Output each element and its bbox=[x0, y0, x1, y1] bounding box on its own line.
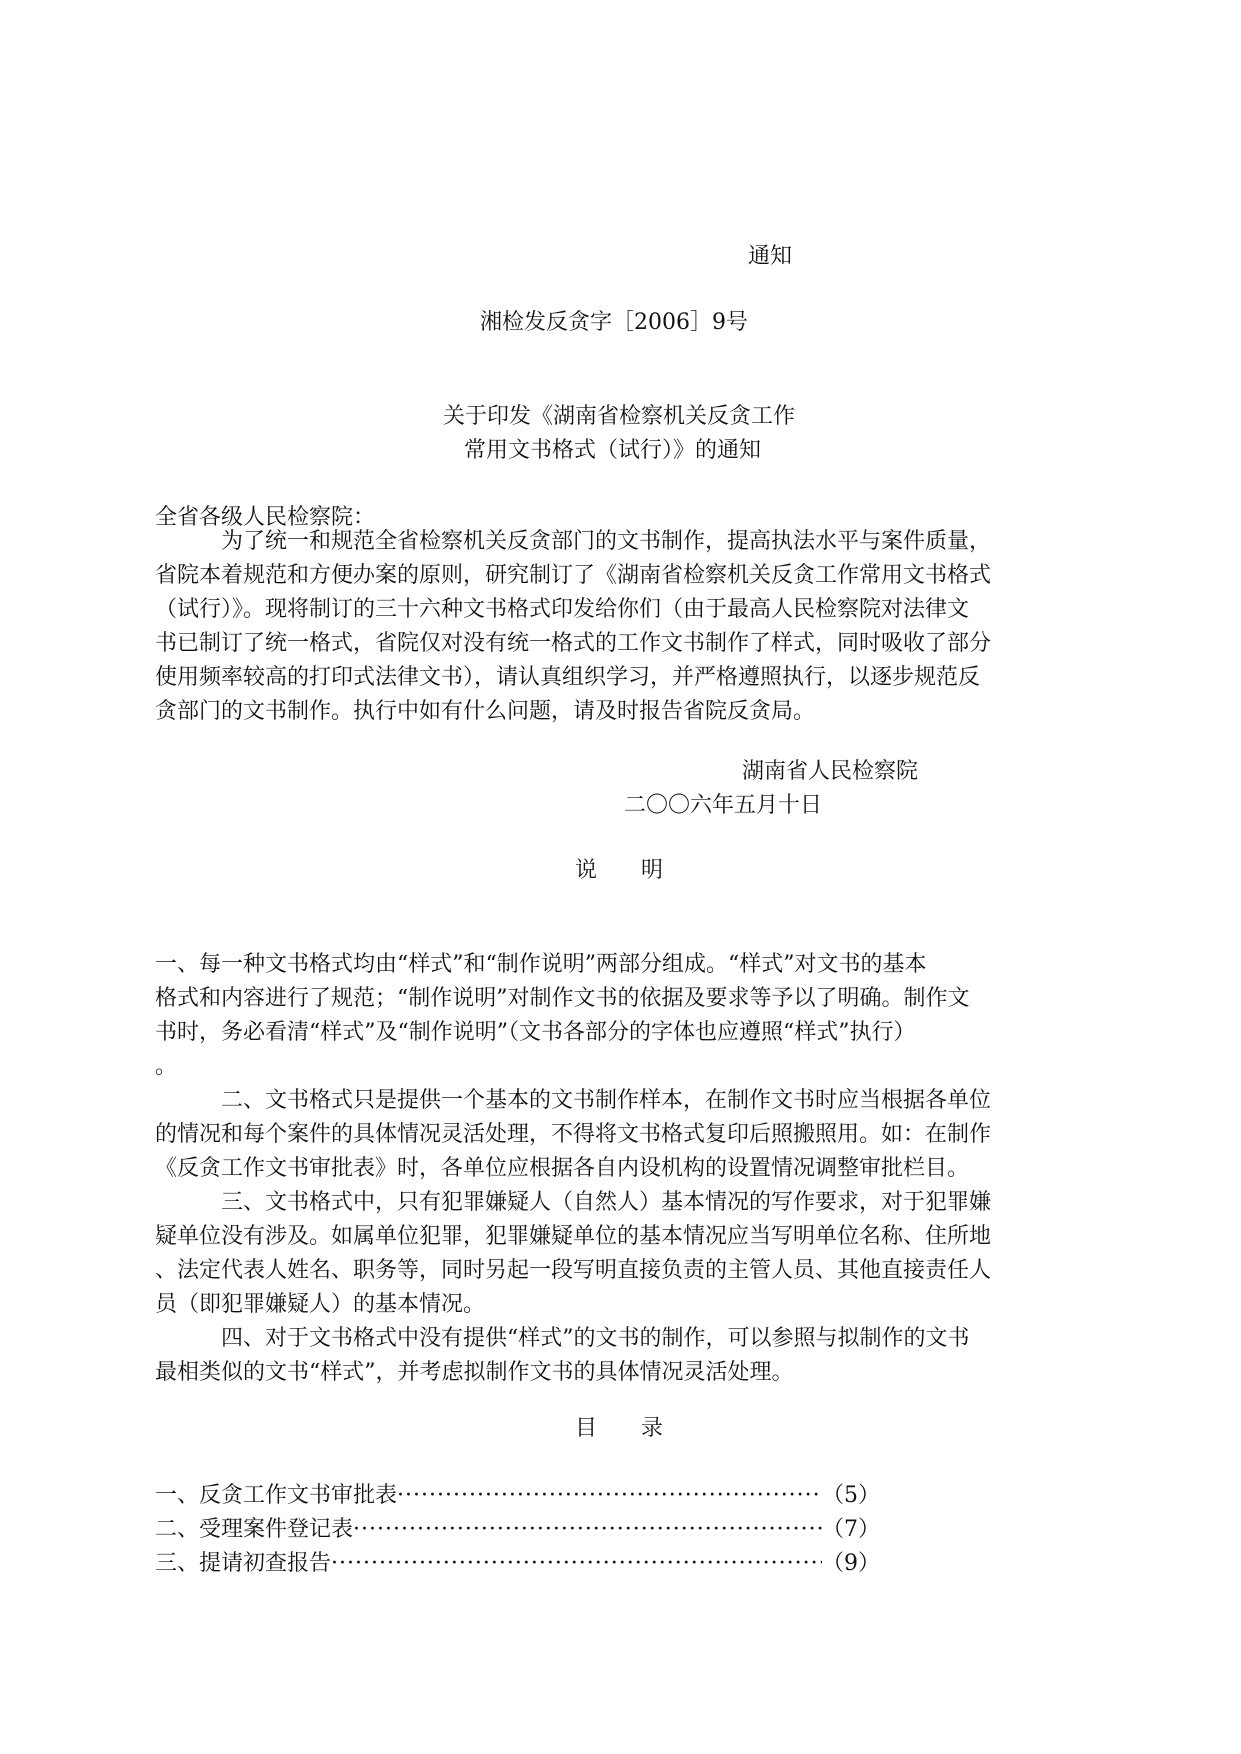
toc-leader-dots bbox=[353, 1513, 822, 1547]
issue-date: 二〇〇六年五月十日 bbox=[624, 793, 823, 818]
toc-item-label: 三、提请初查报告 bbox=[155, 1551, 332, 1576]
explanation-para-3 bbox=[155, 1186, 1085, 1322]
para-line: 书时，务必看清“样式”及“制作说明”（文书各部分的字体也应遵照“样式”执行） bbox=[155, 1020, 916, 1045]
explanation-heading: 说 明 bbox=[575, 858, 664, 883]
toc-item-page: （7） bbox=[822, 1517, 880, 1542]
para-line: 最相类似的文书“样式”，并考虑拟制作文书的具体情况灵活处理。 bbox=[155, 1360, 794, 1385]
para-line: 员（即犯罪嫌疑人）的基本情况。 bbox=[155, 1292, 486, 1317]
explanation-para-4 bbox=[155, 1322, 1085, 1390]
toc-heading: 目 录 bbox=[575, 1416, 664, 1441]
toc-item-label: 二、受理案件登记表 bbox=[155, 1517, 354, 1542]
explanation-para-2 bbox=[155, 1084, 1085, 1186]
explanation-para-1 bbox=[155, 948, 1085, 1084]
document-number: 湘检发反贪字［2006］9号 bbox=[480, 310, 748, 335]
para-line: 的情况和每个案件的具体情况灵活处理，不得将文书格式复印后照搬照用。如：在制作 bbox=[155, 1122, 992, 1147]
para-line: 二、文书格式只是提供一个基本的文书制作样本，在制作文书时应当根据各单位 bbox=[221, 1088, 992, 1113]
body-line: 书已制订了统一格式，省院仅对没有统一格式的工作文书制作了样式，同时吸收了部分 bbox=[155, 631, 992, 656]
document-title-line-1: 关于印发《湖南省检察机关反贪工作 bbox=[443, 404, 796, 429]
toc-item-page: （5） bbox=[822, 1483, 880, 1508]
para-line: 、法定代表人姓名、职务等，同时另起一段写明直接负责的主管人员、其他直接责任人 bbox=[155, 1258, 992, 1283]
para-line: 四、对于文书格式中没有提供“样式”的文书的制作，可以参照与拟制作的文书 bbox=[221, 1326, 970, 1351]
para-line: 《反贪工作文书审批表》时，各单位应根据各自内设机构的设置情况调整审批栏目。 bbox=[155, 1156, 970, 1181]
document-title-line-2: 常用文书格式（试行）》的通知 bbox=[464, 438, 762, 463]
salutation: 全省各级人民检察院： bbox=[155, 505, 376, 530]
toc-item-label: 一、反贪工作文书审批表 bbox=[155, 1483, 398, 1508]
body-line: 使用频率较高的打印式法律文书），请认真组织学习，并严格遵照执行，以逐步规范反 bbox=[155, 665, 981, 690]
toc-leader-dots bbox=[331, 1547, 822, 1581]
body-line: 贪部门的文书制作。执行中如有什么问题，请及时报告省院反贪局。 bbox=[155, 699, 816, 724]
notice-label: 通知 bbox=[748, 244, 793, 269]
para-line: 疑单位没有涉及。如属单位犯罪，犯罪嫌疑单位的基本情况应当写明单位名称、住所地 bbox=[155, 1224, 992, 1249]
toc-item[interactable] bbox=[155, 1547, 880, 1581]
para-line: 格式和内容进行了规范；“制作说明”对制作文书的依据及要求等予以了明确。制作文 bbox=[155, 986, 970, 1011]
letter-body bbox=[155, 525, 1085, 729]
para-line: 三、文书格式中，只有犯罪嫌疑人（自然人）基本情况的写作要求，对于犯罪嫌 bbox=[221, 1190, 992, 1215]
toc-leader-dots bbox=[397, 1479, 822, 1513]
para-line: 一、每一种文书格式均由“样式”和“制作说明”两部分组成。“样式”对文书的基本 bbox=[155, 952, 927, 977]
toc-item-page: （9） bbox=[822, 1551, 880, 1576]
body-line: 为了统一和规范全省检察机关反贪部门的文书制作，提高执法水平与案件质量， bbox=[221, 529, 992, 554]
body-line: 省院本着规范和方便办案的原则，研究制订了《湖南省检察机关反贪工作常用文书格式 bbox=[155, 563, 992, 588]
body-line: （试行）》。现将制订的三十六种文书格式印发给你们（由于最高人民检察院对法律文 bbox=[155, 597, 970, 622]
para-line: 。 bbox=[155, 1054, 178, 1079]
toc-item[interactable] bbox=[155, 1513, 880, 1547]
toc-item[interactable] bbox=[155, 1479, 880, 1513]
signature: 湖南省人民检察院 bbox=[742, 759, 919, 784]
